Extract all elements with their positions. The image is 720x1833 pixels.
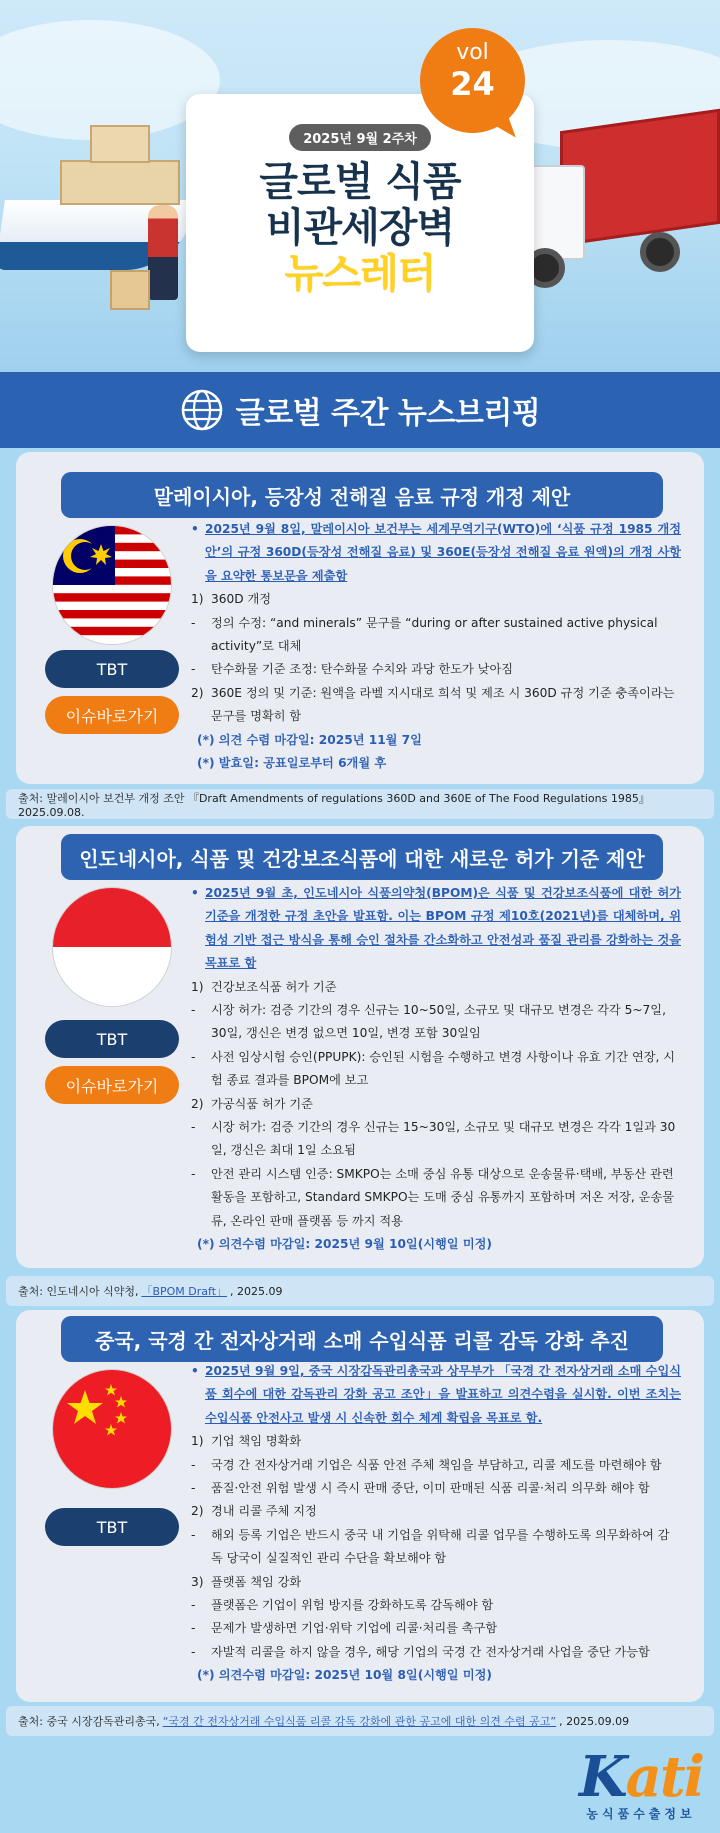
- source-citation: [6, 789, 714, 819]
- lead-paragraph-link[interactable]: • 2025년 9월 초, 인도네시아 식품의약청(BPOM)은 식품 및 건강보조식품에 대한 허가 기준을 개정한 규정 초안을 발표함. 이는 BPOM 규정 제10호(2021년)를 대체하며, 위험성 기반 접근 방식을 통해 승인 절차를 간소화하고 안전성과 품질 관리를 강화하는 것을 목표로 함: [191, 882, 681, 976]
- source-text: 출처: 중국 시장감독관리총국,: [18, 1715, 160, 1728]
- source-link[interactable]: 「BPOM Draft」: [141, 1285, 228, 1298]
- cargo-boxes-illustration: [90, 125, 150, 163]
- list-item: 1) 기업 책임 명확화: [191, 1434, 302, 1449]
- list-item: - 시장 허가: 검증 기간의 경우 신규는 10~50일, 소규모 및 대규모 변경은 각각 5~7일, 30일, 갱신은 변경 없으면 10일, 변경 포함 30일임: [191, 1003, 666, 1041]
- kati-wordmark: Kati: [578, 1744, 704, 1810]
- tbt-tag: TBT: [45, 1508, 179, 1546]
- list-item: 1) 건강보조식품 허가 기준: [191, 979, 337, 994]
- volume-number: 24: [450, 65, 495, 103]
- kati-subtitle: 농식품수출정보: [586, 1807, 696, 1821]
- source-date: , 2025.09: [230, 1284, 283, 1298]
- news-section-china: [16, 1310, 704, 1702]
- deadline-note: (*) 의견수렴 마감일: 2025년 10월 8일(시행일 미정): [197, 1668, 492, 1683]
- indonesia-flag-icon: [53, 888, 171, 1006]
- newsletter-title-line3: 뉴스레터: [284, 251, 436, 297]
- issue-link-button[interactable]: 이슈바로가기: [45, 1066, 179, 1104]
- deadline-note: (*) 의견수렴 마감일: 2025년 9월 10일(시행일 미정): [197, 1237, 492, 1252]
- list-item: 2) 경내 리콜 주체 지정: [191, 1504, 317, 1519]
- volume-label: vol: [456, 40, 489, 65]
- list-item: - 해외 등록 기업은 반드시 중국 내 기업을 위탁해 리콜 업무를 수행하도록 의무화하여 감독 당국이 실질적인 관리 수단을 확보해야 함: [191, 1527, 670, 1566]
- newsletter-title-line1: 글로벌 식품: [259, 159, 461, 205]
- list-item: 2) 360E 정의 및 기준: 원액을 라벨 지시대로 희석 및 제조 시 360D 규정 기준 충족이라는 문구를 명확히 함: [191, 685, 675, 724]
- globe-icon: [180, 388, 224, 432]
- section-body: [191, 1360, 681, 1688]
- section-title: 인도네시아, 식품 및 건강보조식품에 대한 새로운 허가 기준 제안: [61, 834, 663, 880]
- list-item: - 품질·안전 위험 발생 시 즉시 판매 중단, 이미 판매된 식품 리콜·처리 의무화 해야 함: [191, 1481, 650, 1496]
- source-text: 출처: 인도네시아 식약청,: [18, 1285, 139, 1298]
- banner-title: 글로벌 주간 뉴스브리핑: [235, 396, 541, 431]
- volume-badge: [420, 28, 525, 133]
- source-citation: [6, 1706, 714, 1736]
- list-item: - 시장 허가: 검증 기간의 경우 신규는 15~30일, 소규모 및 대규모 변경은 각각 1일과 30일, 갱신은 최대 1일 소요됨: [191, 1120, 676, 1158]
- lead-paragraph-link[interactable]: • 2025년 9월 9일, 중국 시장감독관리총국과 상무부가 「국경 간 전자상거래 소매 수입식품 회수에 대한 감독관리 강화 공고 조안」을 발표하고 의견수렴을 실시함. 이번 조치는 수입식품 안전사고 발생 시 신속한 회수 체계 확립을 목표로 함.: [191, 1360, 681, 1430]
- effective-date-note: (*) 발효일: 공표일로부터 6개월 후: [197, 756, 387, 771]
- newsletter-title-line2: 비관세장벽: [265, 205, 455, 251]
- list-item: - 정의 수정: “and minerals” 문구를 “during or after sustained active physical activity”로 대체: [191, 615, 658, 654]
- weekly-briefing-banner: [0, 372, 720, 448]
- list-item: - 문제가 발생하면 기업·위탁 기업에 리콜·처리를 촉구함: [191, 1621, 498, 1636]
- list-item: - 국경 간 전자상거래 기업은 식품 안전 주체 책임을 부담하고, 리콜 제도를 마련해야 함: [191, 1457, 662, 1472]
- news-section-malaysia: [16, 452, 704, 784]
- truck-wheel-illustration: [640, 232, 680, 272]
- tbt-tag: TBT: [45, 1020, 179, 1058]
- list-item: - 자발적 리콜을 하지 않을 경우, 해당 기업의 국경 간 전자상거래 사업을 중단 가능함: [191, 1644, 650, 1659]
- cargo-boxes-illustration: [60, 160, 180, 205]
- issue-date-badge: 2025년 9월 2주차: [289, 124, 431, 151]
- source-citation: [6, 1276, 714, 1306]
- deadline-note: (*) 의견 수렴 마감일: 2025년 11월 7일: [197, 732, 422, 747]
- china-flag-icon: [53, 1370, 171, 1488]
- source-link[interactable]: “국경 간 전자상거래 수입식품 리콜 감독 강화에 관한 공고에 대한 의견 수렴 공고”: [162, 1715, 557, 1728]
- list-item: 2) 가공식품 허가 기준: [191, 1096, 313, 1111]
- lead-paragraph-link[interactable]: • 2025년 9월 8일, 말레이시아 보건부는 세계무역기구(WTO)에 ‘식품 규정 1985 개정안’의 규정 360D(등장성 전해질 음료) 및 360E(등장성 전해질 음료 원액)의 개정 사항을 요약한 통보문을 제출함: [191, 518, 681, 588]
- title-card: [186, 94, 534, 352]
- section-title: 중국, 국경 간 전자상거래 소매 수입식품 리콜 감독 강화 추진: [61, 1316, 663, 1362]
- section-body: [191, 882, 681, 1257]
- list-item: 3) 플랫폼 책임 강화: [191, 1574, 302, 1589]
- news-section-indonesia: [16, 826, 704, 1268]
- source-text: 출처: 말레이시아 보건부 개정 조안 『Draft Amendments of regulations 360D and 360E of The Food Regulations 1985』 2025.09.08.: [18, 791, 650, 819]
- kati-logo[interactable]: [572, 1744, 710, 1827]
- worker-illustration: [148, 205, 178, 300]
- list-item: - 탄수화물 기준 조정: 탄수화물 수치와 과당 한도가 낮아짐: [191, 662, 514, 677]
- hero-header: [0, 0, 720, 372]
- list-item: 1) 360D 개정: [191, 592, 272, 607]
- list-item: - 사전 임상시험 승인(PPUPK): 승인된 시험을 수행하고 변경 사항이나 유효 기간 연장, 시험 종료 결과를 BPOM에 보고: [191, 1049, 676, 1088]
- section-title: 말레이시아, 등장성 전해질 음료 규정 개정 제안: [61, 472, 663, 518]
- tbt-tag: TBT: [45, 650, 179, 688]
- cargo-box-illustration: [110, 270, 150, 310]
- list-item: - 안전 관리 시스템 인증: SMKPO는 소매 중심 유통 대상으로 운송물류·택배, 부동산 관련 활동을 포함하고, Standard SMKPO는 도매 중심 유통까지 포함하며 저온 저장, 운송물류, 온라인 판매 플랫폼 등 까지 적용: [191, 1166, 674, 1228]
- list-item: - 플랫폼은 기업이 위험 방지를 강화하도록 감독해야 함: [191, 1598, 494, 1613]
- section-body: [191, 518, 681, 775]
- malaysia-flag-icon: [53, 526, 171, 644]
- issue-link-button[interactable]: 이슈바로가기: [45, 696, 179, 734]
- source-date: , 2025.09.09: [559, 1714, 630, 1728]
